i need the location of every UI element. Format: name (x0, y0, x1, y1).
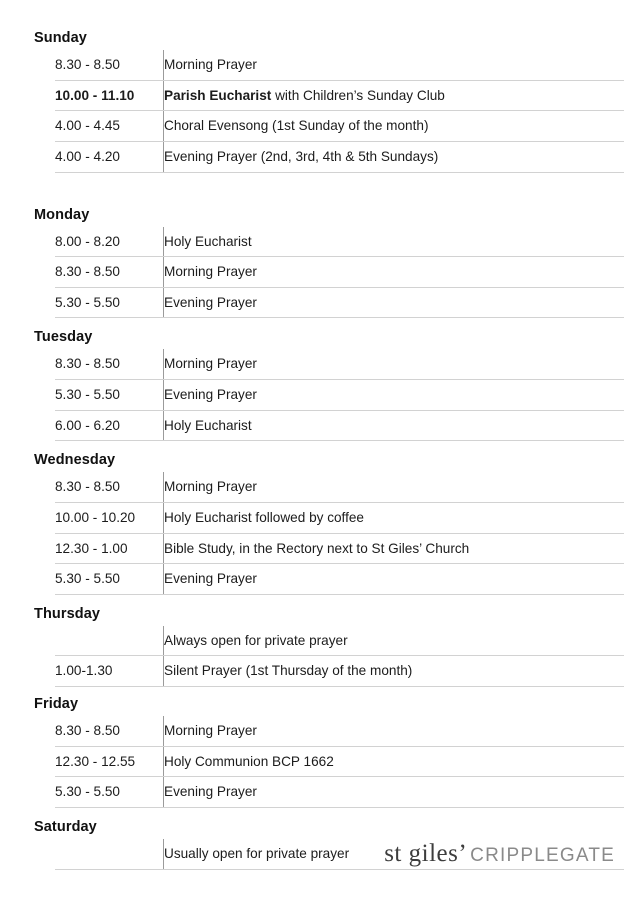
day-block-sunday (33, 30, 603, 173)
row-time: 1.00-1.30 (55, 656, 164, 687)
day-block-friday (33, 696, 603, 808)
row-time: 8.00 - 8.20 (55, 227, 164, 257)
day-block-tuesday (33, 329, 603, 441)
day-title-wednesday: Wednesday (34, 452, 116, 469)
row-description: Morning Prayer (164, 50, 625, 80)
table-row (55, 257, 624, 288)
row-time: 8.30 - 8.50 (55, 50, 164, 80)
row-time (55, 839, 164, 869)
row-description (164, 80, 625, 111)
section-spacer (33, 595, 603, 606)
st-giles-cripplegate-logo (384, 840, 615, 868)
table-row (55, 533, 624, 564)
table-row (55, 227, 624, 257)
row-time: 8.30 - 8.50 (55, 349, 164, 379)
section-spacer (33, 808, 603, 819)
row-description: Morning Prayer (164, 257, 625, 288)
row-description: Morning Prayer (164, 716, 625, 746)
day-title-sunday: Sunday (34, 30, 87, 46)
table-row (55, 111, 624, 142)
table-row (55, 777, 624, 808)
row-description: Bible Study, in the Rectory next to St Giles’ Church (164, 533, 625, 564)
row-description: Evening Prayer (164, 564, 625, 595)
row-time: 5.30 - 5.50 (55, 777, 164, 808)
row-description: Choral Evensong (1st Sunday of the month) (164, 111, 625, 142)
row-description-emphasis: Parish Eucharist (164, 87, 272, 103)
day-block-wednesday (33, 452, 603, 595)
row-time: 5.30 - 5.50 (55, 564, 164, 595)
row-description: Usually open for private prayer (164, 839, 625, 869)
row-description: Always open for private prayer (164, 626, 625, 656)
row-description: Morning Prayer (164, 472, 625, 502)
row-time: 10.00 - 11.10 (55, 80, 164, 111)
table-row (55, 716, 624, 746)
table-row (55, 502, 624, 533)
schedule-table-sunday (55, 50, 624, 173)
section-spacer (33, 687, 603, 696)
day-title-friday: Friday (34, 696, 79, 712)
table-row (55, 80, 624, 111)
schedule-table-monday (55, 227, 624, 319)
table-row (55, 141, 624, 172)
row-time: 4.00 - 4.45 (55, 111, 164, 142)
row-description: Holy Eucharist followed by coffee (164, 502, 625, 533)
row-time: 8.30 - 8.50 (55, 472, 164, 502)
row-description: Morning Prayer (164, 349, 625, 379)
row-description: Evening Prayer (164, 380, 625, 411)
section-spacer (33, 173, 603, 207)
section-spacer (33, 441, 603, 452)
row-time: 12.30 - 1.00 (55, 533, 164, 564)
table-row (55, 472, 624, 502)
table-row (55, 656, 624, 687)
day-block-monday (33, 207, 603, 319)
row-description: Holy Eucharist (164, 227, 625, 257)
row-time: 4.00 - 4.20 (55, 141, 164, 172)
schedule-table-thursday (55, 626, 624, 687)
row-description: Evening Prayer (164, 777, 625, 808)
day-title-saturday: Saturday (34, 818, 97, 835)
table-row (55, 349, 624, 379)
table-row (55, 746, 624, 777)
section-spacer (33, 318, 603, 329)
day-title-tuesday: Tuesday (34, 329, 93, 346)
row-time: 6.00 - 6.20 (55, 410, 164, 441)
schedule-table-tuesday (55, 349, 624, 441)
row-time: 8.30 - 8.50 (55, 257, 164, 288)
row-time: 10.00 - 10.20 (55, 502, 164, 533)
day-block-thursday (33, 606, 603, 687)
table-row (55, 564, 624, 595)
row-description: Silent Prayer (1st Thursday of the month) (164, 656, 625, 687)
logo-primary-text: st giles’ (384, 840, 468, 867)
schedule-table-wednesday (55, 472, 624, 595)
row-time: 8.30 - 8.50 (55, 716, 164, 746)
row-time: 5.30 - 5.50 (55, 287, 164, 318)
row-description: Holy Eucharist (164, 410, 625, 441)
table-row (55, 380, 624, 411)
table-row (55, 287, 624, 318)
row-description: Evening Prayer (164, 287, 625, 318)
row-description: Evening Prayer (2nd, 3rd, 4th & 5th Sundays) (164, 141, 625, 172)
row-description: Holy Communion BCP 1662 (164, 746, 625, 777)
row-time: 12.30 - 12.55 (55, 746, 164, 777)
day-title-monday: Monday (34, 206, 90, 223)
table-row (55, 50, 624, 80)
row-time: 5.30 - 5.50 (55, 380, 164, 411)
day-title-thursday: Thursday (34, 605, 101, 622)
logo-secondary-text: CRIPPLEGATE (470, 845, 615, 866)
table-row (55, 626, 624, 656)
row-time (55, 626, 164, 656)
row-description-rest: with Children’s Sunday Club (271, 87, 445, 103)
schedule-table-friday (55, 716, 624, 808)
table-row (55, 410, 624, 441)
